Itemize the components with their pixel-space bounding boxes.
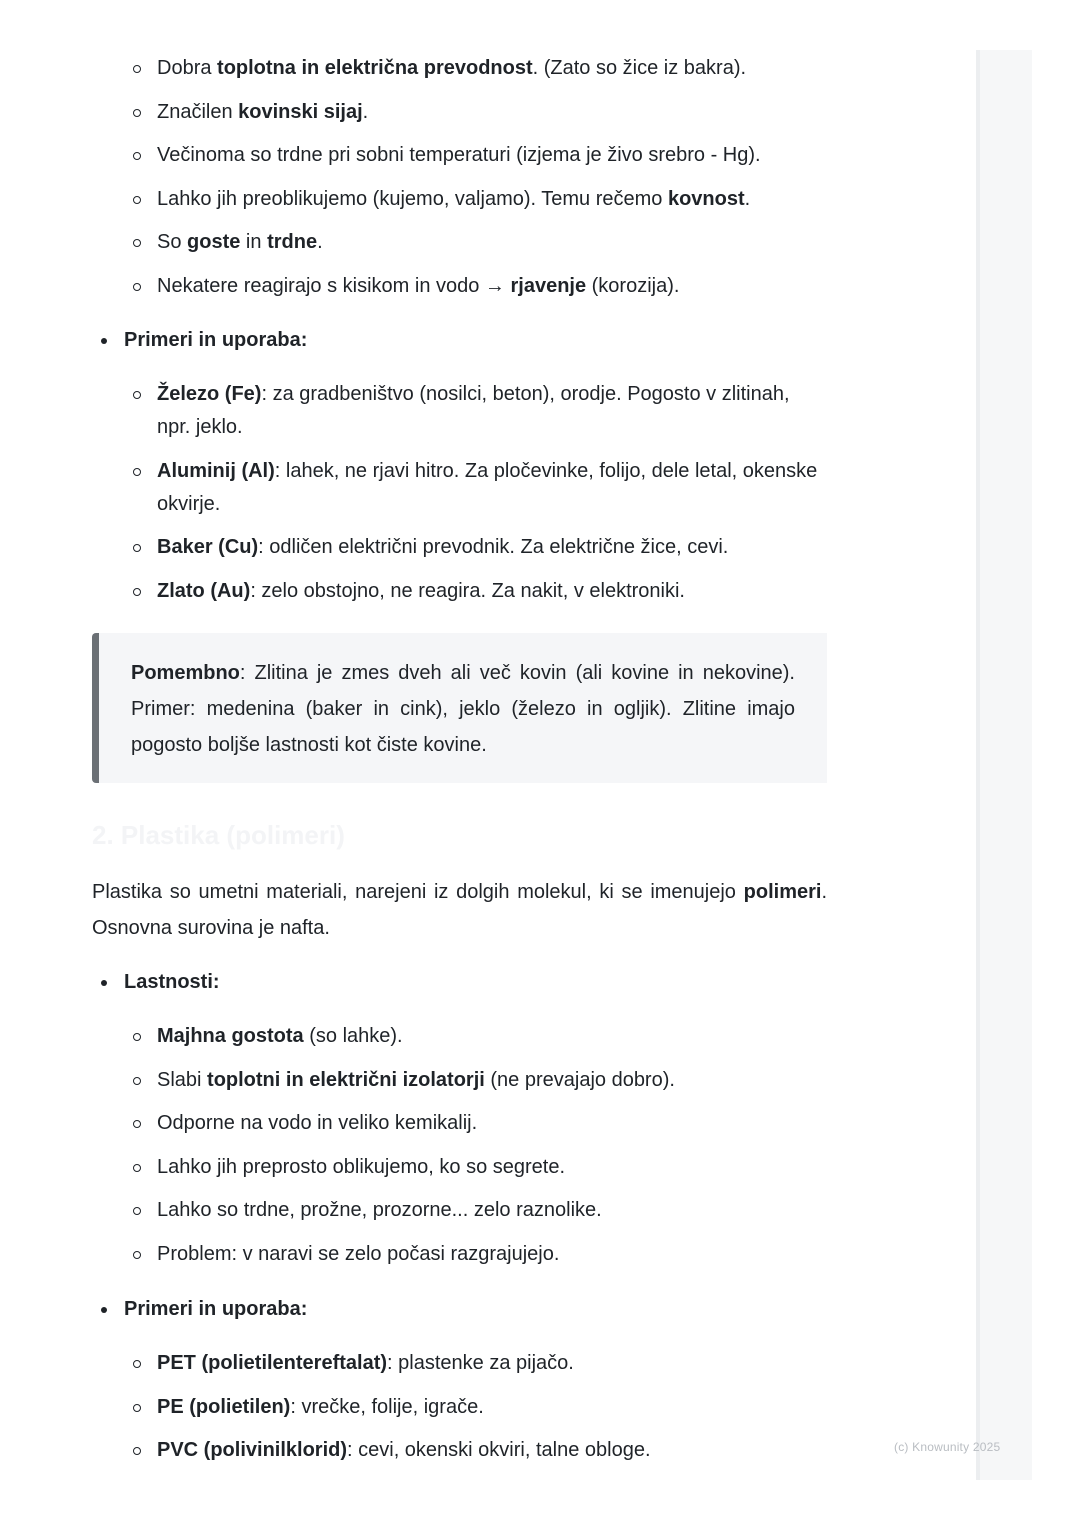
- list-item: [92, 52, 827, 85]
- item-text: : odličen električni prevodnik. Za električne žice, cevi.: [258, 536, 729, 558]
- properties-heading: Lastnosti:: [92, 966, 827, 999]
- item-bold-text: PVC (polivinilklorid): [157, 1439, 348, 1461]
- list-item: [92, 575, 827, 608]
- metal-uses-list: [92, 378, 827, 608]
- item-text: : zelo obstojno, ne reagira. Za nakit, v elektroniki.: [250, 579, 685, 602]
- item-text: Značilen: [157, 100, 239, 123]
- item-bold-text: PE (polietilen): [157, 1395, 291, 1418]
- paragraph-bold-text: polimeri: [743, 881, 822, 903]
- list-item: [92, 183, 827, 216]
- important-callout: [92, 633, 827, 783]
- item-bold-text: PET (polietilentereftalat): [157, 1352, 388, 1374]
- item-text: : plastenke za pijačo.: [387, 1352, 574, 1374]
- item-text: : lahek, ne rjavi hitro. Za pločevinke, folijo, dele letal, okenske okvirje.: [157, 459, 818, 515]
- item-bold-text: Zlato (Au): [157, 579, 251, 602]
- item-bold-text: Železo (Fe): [157, 383, 262, 405]
- item-bold-text: kovnost: [667, 187, 745, 210]
- plastic-uses-heading: Primeri in uporaba:: [92, 1293, 827, 1326]
- list-item: [92, 139, 827, 172]
- item-text: in: [240, 231, 268, 253]
- item-text: (korozija).: [586, 274, 680, 297]
- callout-label: Pomembno: [131, 662, 240, 684]
- plastic-uses-list: [92, 1347, 827, 1467]
- plastic-uses-section: [92, 1293, 827, 1478]
- item-text: : za gradbeništvo (nosilci, beton), orodje. Pogosto v zlitinah, npr. jeklo.: [157, 383, 790, 438]
- item-text: Odporne na vodo in veliko kemikalij.: [157, 1112, 478, 1134]
- intro-paragraph: [92, 874, 827, 946]
- item-text: : vrečke, folije, igrače.: [290, 1395, 484, 1418]
- list-item: [92, 1151, 827, 1184]
- copyright-watermark: (c) Knowunity 2025: [894, 1440, 1001, 1454]
- item-text: (ne prevajajo dobro).: [484, 1068, 675, 1091]
- metal-uses-heading: Primeri in uporaba:: [92, 324, 827, 357]
- list-item: [92, 531, 827, 564]
- list-item: [92, 1020, 827, 1053]
- item-text: (so lahke).: [303, 1025, 403, 1047]
- list-item: [92, 1434, 827, 1467]
- list-item: [92, 378, 827, 444]
- item-text: So: [157, 231, 188, 253]
- item-bold-text: Baker (Cu): [157, 536, 259, 558]
- item-bold-text: toplotna in električna prevodnost: [217, 57, 533, 79]
- list-item: [92, 226, 827, 259]
- plastic-properties-section: [92, 966, 827, 1281]
- list-item: [92, 455, 827, 521]
- list-item: [92, 96, 827, 129]
- item-text: .: [744, 187, 751, 210]
- item-text: . (Zato so žice iz bakra).: [532, 57, 747, 79]
- metal-uses-section: [92, 324, 827, 618]
- item-text: .: [362, 100, 369, 123]
- metal-properties-list: [92, 52, 827, 313]
- item-text: Lahko jih preoblikujemo (kujemo, valjamo). Temu rečemo: [157, 187, 668, 210]
- list-item: [92, 1238, 827, 1271]
- paragraph-text: Plastika so umetni materiali, narejeni iz dolgih molekul, ki se imenujejo: [92, 881, 744, 903]
- list-item: [92, 1107, 827, 1140]
- list-item: [92, 270, 827, 303]
- list-item: [92, 1391, 827, 1424]
- item-bold-text: goste: [187, 231, 241, 253]
- item-bold-text: kovinski sijaj: [238, 100, 363, 123]
- list-item: [92, 1347, 827, 1380]
- item-bold-text: rjavenje: [510, 274, 587, 297]
- item-text: Dobra: [157, 57, 218, 79]
- item-bold-text: Majhna gostota: [157, 1025, 304, 1047]
- right-margin-strip: [976, 50, 1032, 1480]
- item-bold-text: toplotni in električni izolatorji: [207, 1068, 485, 1091]
- item-text: Nekatere reagirajo s kisikom in vodo →: [157, 274, 511, 297]
- item-text: .: [317, 231, 323, 253]
- item-text: Lahko jih preprosto oblikujemo, ko so segrete.: [157, 1155, 566, 1178]
- section-heading: 2. Plastika (polimeri): [92, 820, 345, 850]
- item-bold-text: Aluminij (Al): [157, 459, 275, 482]
- list-item: [92, 1064, 827, 1097]
- item-text: Problem: v naravi se zelo počasi razgrajujejo.: [157, 1242, 560, 1265]
- callout-text: : Zlitina je zmes dveh ali več kovin (ali kovine in nekovine). Primer: medenina (baker in cink), jeklo (železo in ogljik). Zlitine imajo pogosto boljše lastnosti kot čiste kovine.: [131, 662, 795, 756]
- item-text: Slabi: [157, 1068, 208, 1091]
- plastic-properties-list: [92, 1020, 827, 1271]
- item-text: : cevi, okenski okviri, talne obloge.: [347, 1439, 651, 1461]
- item-text: Lahko so trdne, prožne, prozorne... zelo raznolike.: [157, 1199, 602, 1221]
- item-text: Večinoma so trdne pri sobni temperaturi (izjema je živo srebro - Hg).: [157, 144, 761, 166]
- paragraph-text: . Osnovna surovina je nafta.: [92, 881, 827, 939]
- item-bold-text: trdne: [267, 231, 318, 253]
- list-item: [92, 1194, 827, 1227]
